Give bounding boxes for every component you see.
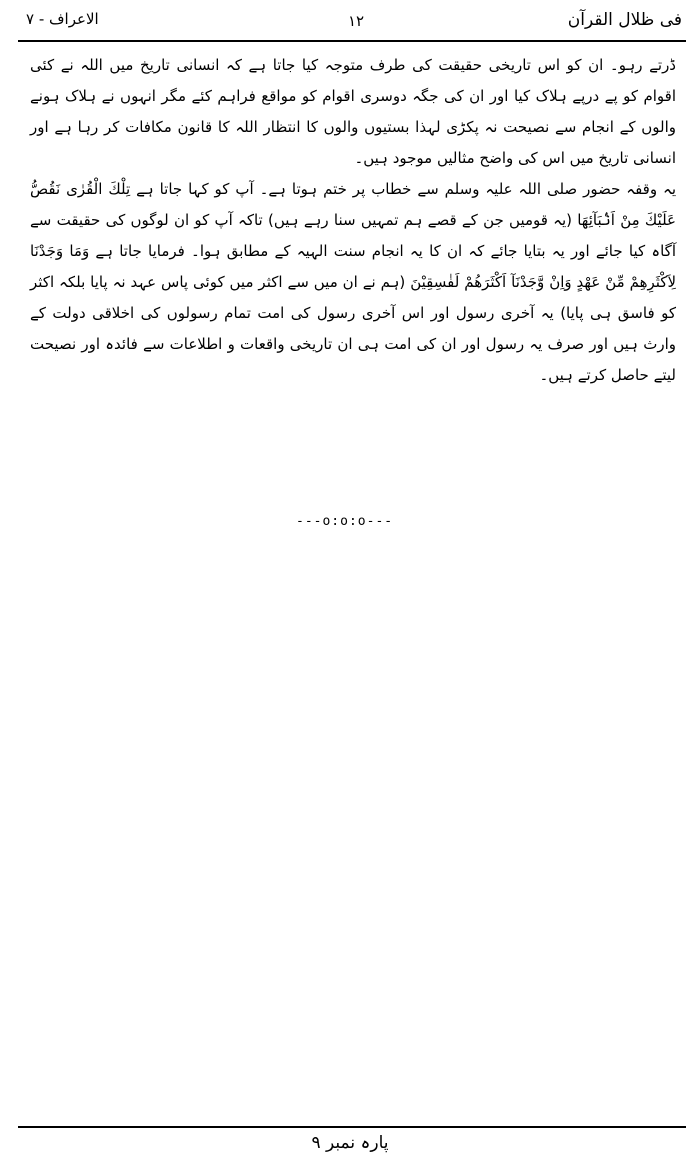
book-title: فی ظلال القرآن	[567, 10, 682, 30]
header-rule	[18, 40, 686, 42]
page-footer: پارہ نمبر ٩	[311, 1133, 389, 1153]
body-text	[30, 50, 676, 391]
section-separator: ---o:o:o---	[296, 514, 394, 529]
page-number: ١٢	[348, 12, 365, 30]
paragraph: ڈرتے رہو۔ ان کو اس تاریخی حقیقت کی طرف متوجہ کیا جاتا ہے کہ انسانی تاریخ میں اللہ نے کئی اقوام کو پے درپے ہلاک کیا اور ان کی جگہ دوسری اقوام کو مواقع فراہم کئے مگر انہوں نے ہلاک ہونے والوں کے انجام سے نصیحت نہ پکڑی لہذا بستیوں والوں کا انتظار اللہ کا قانون مکافات کر رہا ہے اور انسانی تاریخ میں اس کی واضح مثالیں موجود ہیں۔	[30, 56, 676, 167]
page-header	[20, 4, 686, 38]
footer-rule	[18, 1126, 686, 1128]
chapter-label: الاعراف - ٧	[26, 10, 99, 28]
paragraph: یہ وقفہ حضور صلی اللہ علیہ وسلم سے خطاب پر ختم ہوتا ہے۔ آپ کو کہا جاتا ہے تِلْكَ الْقُرٰى نَقُصُّ عَلَيْكَ مِنْ اَنْۢبَآئِهَا (یہ قومیں جن کے قصے ہم تمہیں سنا رہے ہیں) تاکہ آپ کو ان لوگوں کی حقیقت سے آگاہ کیا جائے اور یہ بتایا جائے کہ ان کا یہ انجام سنت الہیہ کے مطابق ہوا۔ فرمایا جاتا ہے وَمَا وَجَدْنَا لِاَكْثَرِهِمْ مِّنْ عَهْدٍ وَاِنْ وَّجَدْنَآ اَكْثَرَهُمْ لَفٰسِقِيْنَ (ہم نے ان میں سے اکثر میں کوئی پاس عہد نہ پایا بلکہ اکثر کو فاسق ہی پایا) یہ آخری رسول اور اس آخری رسول کی امت تمام رسولوں کی اخلاقی دولت کے وارث ہیں اور صرف یہ رسول اور ان کی امت ہی ان تاریخی واقعات و اطلاعات سے فائدہ اور نصیحت لیتے حاصل کرتے ہیں۔	[30, 180, 676, 384]
